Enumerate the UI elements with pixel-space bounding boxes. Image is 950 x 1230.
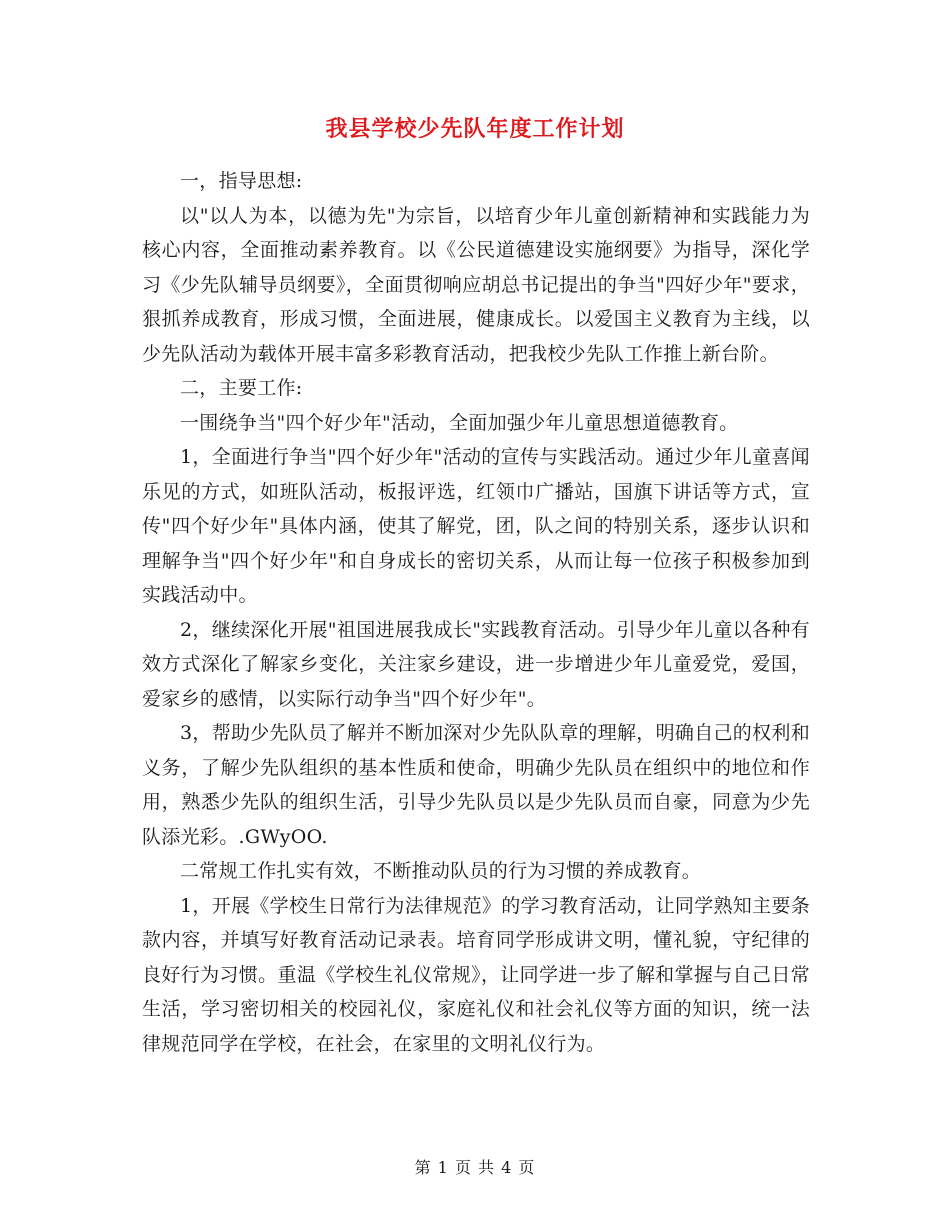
paragraph-section-two: 二常规工作扎实有效，不断推动队员的行为习惯的养成教育。 bbox=[180, 860, 702, 882]
paragraph-section-two-item-1: 1，开展《学校生日常行为法律规范》的学习教育活动，让同学熟知主要条款内容，并填写好教育活动记录表。培育同学形成讲文明，懂礼貌，守纪律的良好行为习惯。重温《学校生礼仪常规》，让同学进一步了解和掌握与自己日常生活，学习密切相关的校园礼仪，家庭礼仪和社会礼仪等方面的知识，统一法律规范同学在学校，在社会，在家里的文明礼仪行为。 bbox=[142, 894, 810, 1055]
paragraph-main-work-heading: 二，主要工作: bbox=[180, 377, 303, 399]
paragraph-item-1: 1，全面进行争当"四个好少年"活动的宣传与实践活动。通过少年儿童喜闻乐见的方式，如班队活动，板报评选，红领巾广播站，国旗下讲话等方式，宣传"四个好少年"具体内涵，使其了解党，团，队之间的特别关系，逐步认识和理解争当"四个好少年"和自身成长的密切关系，从而让每一位孩子积极参加到实践活动中。 bbox=[142, 446, 810, 606]
paragraph-guiding-heading: 一，指导思想: bbox=[180, 170, 303, 192]
paragraph-guiding-content: 以"以人为本，以德为先"为宗旨，以培育少年儿童创新精神和实践能力为核心内容，全面推动素养教育。以《公民道德建设实施纲要》为指导，深化学习《少先队辅导员纲要》，全面贯彻响应胡总书记提出的争当"四好少年"要求，狠抓养成教育，形成习惯，全面进展，健康成长。以爱国主义教育为主线，以少先队活动为载体开展丰富多彩教育活动，把我校少先队工作推上新台阶。 bbox=[142, 204, 810, 365]
paragraph-item-3: 3，帮助少先队员了解并不断加深对少先队队章的理解，明确自己的权利和义务，了解少先队组织的基本性质和使命，明确少先队员在组织中的地位和作用，熟悉少先队的组织生活，引导少先队员以是少先队员而自豪，同意为少先队添光彩。.GWyOO. bbox=[142, 722, 810, 848]
paragraph-section-one: 一围绕争当"四个好少年"活动，全面加强少年儿童思想道德教育。 bbox=[180, 411, 739, 434]
document-body bbox=[142, 164, 810, 1061]
document-title: 我县学校少先队年度工作计划 bbox=[325, 117, 625, 142]
page-footer: 第 1 页 共 4 页 bbox=[414, 1158, 536, 1177]
paragraph-item-2: 2，继续深化开展"祖国进展我成长"实践教育活动。引导少年儿童以各种有效方式深化了解家乡变化，关注家乡建设，进一步增进少年儿童爱党，爱国，爱家乡的感情，以实际行动争当"四个好少年"。 bbox=[142, 618, 810, 710]
